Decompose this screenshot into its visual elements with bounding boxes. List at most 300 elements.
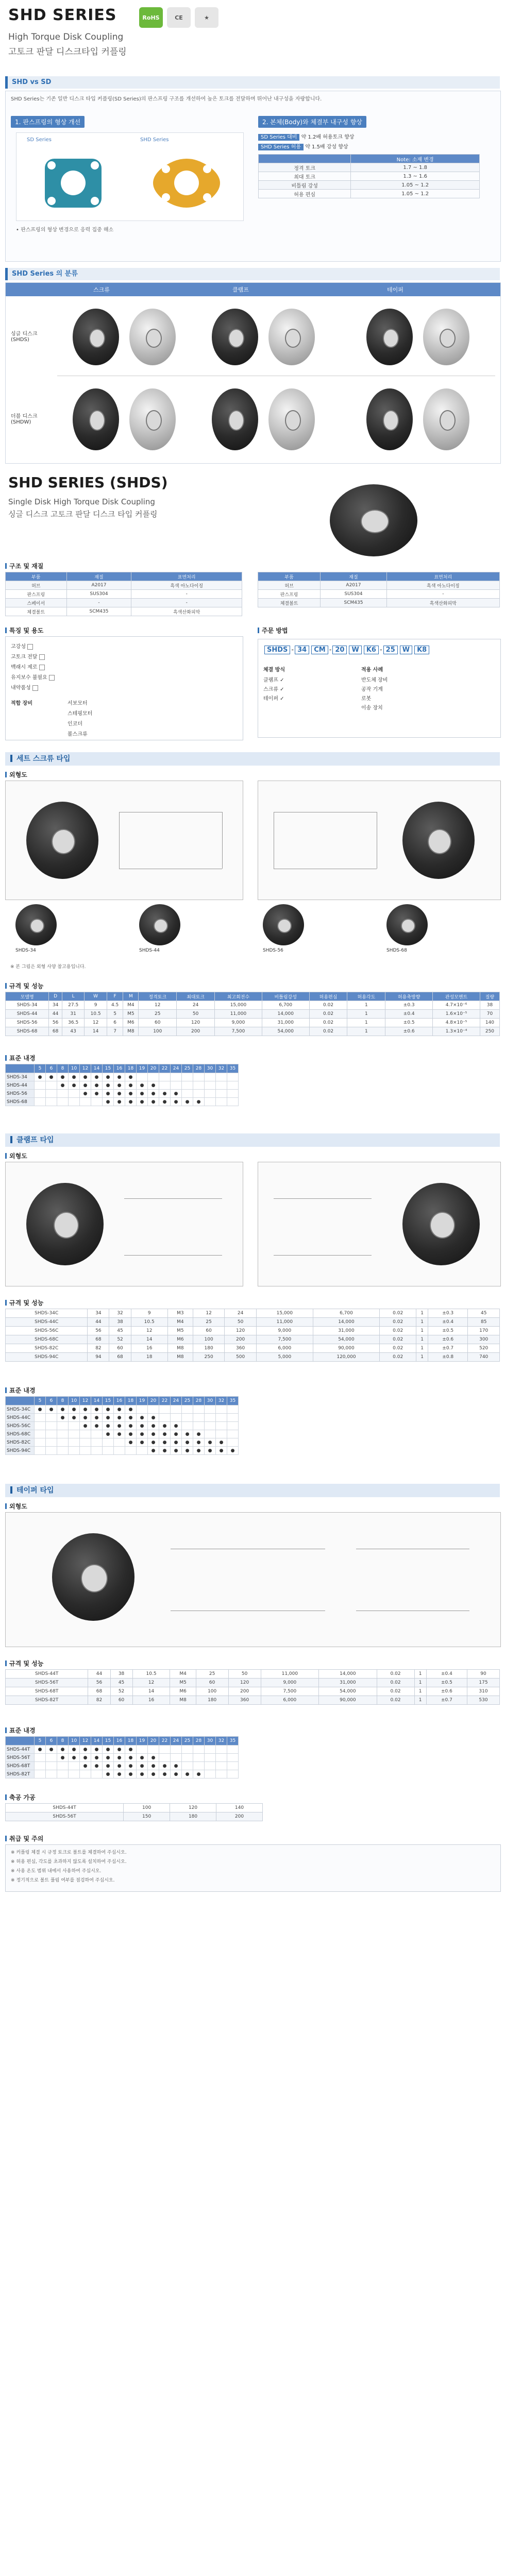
bore-availability	[91, 1098, 103, 1106]
bore-availability	[137, 1073, 148, 1081]
caution-box	[5, 1844, 501, 1892]
extra-cell: 150	[124, 1812, 170, 1821]
setscrew-cell: 7	[107, 1027, 123, 1036]
vs-cell: 정격 토크	[259, 163, 351, 172]
use-item: 스테핑모터	[68, 711, 93, 717]
setscrew-title: 세트 스크류 타입	[5, 752, 500, 766]
clamp-cell: ±0.5	[428, 1327, 468, 1335]
bore-availability: ●	[35, 1745, 46, 1754]
coupling-image	[26, 802, 98, 879]
taper-cell: 11,000	[261, 1670, 319, 1679]
bore-availability: ●	[137, 1422, 148, 1430]
param-name: 테이퍼	[263, 696, 278, 702]
bore-size-header: 12	[80, 1064, 91, 1073]
spec-cell: SCM435	[321, 599, 387, 607]
setscrew-cell: 1.3×10⁻⁴	[433, 1027, 480, 1036]
coupling-image	[139, 904, 180, 945]
clamp-cell: 1	[416, 1327, 428, 1335]
bore-availability	[171, 1754, 182, 1762]
bore-availability: ●	[91, 1090, 103, 1098]
bore-model: SHDS-68	[6, 1098, 35, 1106]
setscrew-cell: 38	[480, 1001, 499, 1010]
extra-cell: SHDS-44T	[6, 1804, 124, 1812]
bore-size-header: 6	[46, 1064, 57, 1073]
bore-availability: ●	[114, 1098, 125, 1106]
bore-model: SHDS-34	[6, 1073, 35, 1081]
clamp-cell: 18	[131, 1353, 167, 1362]
clamp-drawing-label: 외형도	[5, 1151, 27, 1160]
bore-availability	[114, 1438, 125, 1447]
bore-availability	[216, 1422, 227, 1430]
bore-availability	[193, 1073, 205, 1081]
bore-availability: ●	[171, 1770, 182, 1778]
clamp-cell: 85	[468, 1318, 500, 1327]
clamp-cell: 7,500	[256, 1335, 313, 1344]
bore-availability	[193, 1081, 205, 1090]
bore-size-header: 18	[125, 1397, 137, 1405]
clamp-cell: 52	[109, 1335, 131, 1344]
extra-cell: 180	[170, 1812, 216, 1821]
spec-cell: -	[66, 599, 131, 607]
clamp-cell: 0.02	[380, 1327, 416, 1335]
bore-model: SHDS-44C	[6, 1414, 35, 1422]
header	[0, 0, 505, 77]
setscrew-cell: 31,000	[262, 1019, 309, 1027]
bore-availability	[193, 1405, 205, 1414]
taper-extra-table	[5, 1803, 263, 1821]
bore-size-header: 28	[193, 1397, 205, 1405]
bore-availability: ●	[159, 1438, 171, 1447]
taper-cell: 45	[110, 1679, 132, 1687]
shds-hero-image	[330, 484, 417, 556]
coupling-image	[402, 802, 475, 879]
spec-th: D	[49, 992, 62, 1001]
bore-availability	[35, 1762, 46, 1770]
bore-availability: ●	[159, 1447, 171, 1455]
bore-availability	[216, 1762, 227, 1770]
bore-availability	[227, 1098, 239, 1106]
bore-availability	[227, 1438, 239, 1447]
bore-availability	[227, 1770, 239, 1778]
taper-cell: 7,500	[261, 1687, 319, 1696]
bore-size-header: 6	[46, 1397, 57, 1405]
bore-availability: ●	[148, 1447, 159, 1455]
order-seg: W	[400, 646, 412, 654]
bore-availability	[182, 1073, 193, 1081]
order-seg: 34	[295, 646, 309, 654]
bore-availability: ●	[137, 1438, 148, 1447]
vs-cell: 1.7 ~ 1.8	[351, 163, 480, 172]
taper-bore-table	[5, 1736, 239, 1778]
bore-availability: ●	[125, 1081, 137, 1090]
photo-caption: SHDS-56	[263, 948, 283, 953]
shds-feature-box	[5, 636, 243, 740]
bore-availability	[171, 1073, 182, 1081]
setscrew-cell: 14,000	[262, 1010, 309, 1019]
bore-availability: ●	[125, 1430, 137, 1438]
bore-availability	[216, 1405, 227, 1414]
taper-cell: 16	[132, 1696, 170, 1705]
bore-availability: ●	[80, 1762, 91, 1770]
caution-item: ※ 사용 온도 범위 내에서 사용하여 주십시오.	[11, 1869, 102, 1874]
bore-availability	[193, 1762, 205, 1770]
bore-availability	[46, 1770, 57, 1778]
taper-cell: SHDS-68T	[6, 1687, 88, 1696]
clamp-cell: M5	[167, 1327, 193, 1335]
spec-cell: -	[386, 590, 499, 599]
setscrew-cell: 0.02	[309, 1001, 347, 1010]
setscrew-cell: 4.8×10⁻⁵	[433, 1019, 480, 1027]
bore-size-header: 28	[193, 1064, 205, 1073]
bore-availability: ●	[114, 1405, 125, 1414]
clamp-cell: M8	[167, 1353, 193, 1362]
bore-size-header: 35	[227, 1397, 239, 1405]
bore-availability: ●	[103, 1745, 114, 1754]
sd-label: SD Series	[27, 137, 52, 143]
caution-item: ※ 커플링 체결 시 규정 토크로 볼트를 체결하여 주십시오.	[11, 1850, 127, 1855]
bore-availability: ●	[80, 1081, 91, 1090]
spec-cell: 흑색산화피막	[131, 607, 242, 616]
clamp-cell: ±0.6	[428, 1335, 468, 1344]
taper-cell: 1	[414, 1696, 426, 1705]
bore-availability: ●	[182, 1770, 193, 1778]
bore-availability: ●	[91, 1762, 103, 1770]
clamp-row	[6, 1344, 500, 1353]
bore-availability	[91, 1430, 103, 1438]
bore-availability	[35, 1770, 46, 1778]
bore-size-header: 25	[182, 1737, 193, 1745]
bore-availability	[91, 1447, 103, 1455]
spec-th: 표면처리	[386, 572, 499, 581]
bore-availability: ●	[137, 1414, 148, 1422]
bore-availability	[182, 1414, 193, 1422]
setscrew-bore-label: 표준 내경	[5, 1054, 36, 1062]
spec-cell: 체결볼트	[258, 599, 321, 607]
bore-availability: ●	[103, 1073, 114, 1081]
bore-availability	[216, 1081, 227, 1090]
bore-availability: ●	[103, 1770, 114, 1778]
setscrew-cell: 0.02	[309, 1019, 347, 1027]
classify-col: 테이퍼	[387, 286, 403, 293]
taper-cell: 1	[414, 1679, 426, 1687]
bore-size-header: 10	[69, 1737, 80, 1745]
param-name: 클램프	[263, 677, 278, 683]
bore-availability	[159, 1754, 171, 1762]
clamp-cell: 68	[88, 1335, 109, 1344]
bore-availability	[205, 1073, 216, 1081]
bore-availability	[216, 1745, 227, 1754]
bore-size-header: 15	[103, 1737, 114, 1745]
bore-size-header: 12	[80, 1737, 91, 1745]
bore-availability: ●	[91, 1073, 103, 1081]
bore-availability	[227, 1405, 239, 1414]
use-item: 인코더	[68, 721, 82, 727]
bore-availability	[46, 1762, 57, 1770]
bore-availability	[148, 1073, 159, 1081]
bore-size-header: 24	[171, 1397, 182, 1405]
order-seg: SHDS	[264, 646, 290, 654]
shds-order-box	[258, 639, 501, 738]
bore-availability: ●	[69, 1081, 80, 1090]
bore-availability: ●	[159, 1098, 171, 1106]
bore-availability	[205, 1770, 216, 1778]
clamp-cell: 60	[109, 1344, 131, 1353]
spec-cell: -	[131, 599, 242, 607]
taper-cell: 52	[110, 1687, 132, 1696]
taper-cell: 530	[467, 1696, 499, 1705]
bore-availability: ●	[91, 1745, 103, 1754]
shds-spec-table	[5, 572, 242, 616]
coupling-image	[15, 904, 57, 945]
bore-availability: ●	[114, 1090, 125, 1098]
bore-availability: ●	[125, 1073, 137, 1081]
bore-availability: ●	[182, 1438, 193, 1447]
bore-availability: ●	[80, 1414, 91, 1422]
checkbox-icon	[27, 644, 33, 650]
bore-size-header: 19	[137, 1064, 148, 1073]
setscrew-cell: 24	[177, 1001, 215, 1010]
bore-availability: ●	[80, 1754, 91, 1762]
setscrew-table-label: 규격 및 성능	[5, 981, 43, 990]
bore-availability	[103, 1438, 114, 1447]
spec-th: 재질	[321, 572, 387, 581]
setscrew-cell: SHDS-44	[6, 1010, 49, 1019]
taper-cell: 310	[467, 1687, 499, 1696]
clamp-cell: 6,000	[256, 1344, 313, 1353]
bore-availability: ●	[159, 1430, 171, 1438]
bore-availability	[35, 1447, 46, 1455]
coupling-image	[402, 1183, 480, 1265]
taper-bore-label: 표준 내경	[5, 1726, 36, 1735]
bore-availability: ●	[137, 1081, 148, 1090]
bore-availability	[216, 1770, 227, 1778]
bore-availability	[69, 1090, 80, 1098]
clamp-cell: 94	[88, 1353, 109, 1362]
bore-size-header: 18	[125, 1737, 137, 1745]
taper-cell: 60	[110, 1696, 132, 1705]
bore-availability: ●	[193, 1438, 205, 1447]
bore-availability: ●	[193, 1430, 205, 1438]
bore-availability: ●	[80, 1745, 91, 1754]
order-seg: 25	[383, 646, 398, 654]
taper-cell: SHDS-82T	[6, 1696, 88, 1705]
setscrew-cell: 9	[85, 1001, 107, 1010]
bore-availability	[227, 1754, 239, 1762]
clamp-cell: 15,000	[256, 1309, 313, 1318]
bore-availability	[137, 1405, 148, 1414]
clamp-table-label: 규격 및 성능	[5, 1298, 43, 1307]
taper-caution-label: 취급 및 주의	[5, 1834, 43, 1843]
setscrew-cell: 14	[85, 1027, 107, 1036]
rohs-badge-icon: RoHS	[139, 7, 163, 28]
spec-th: 관성모멘트	[433, 992, 480, 1001]
coupling-image	[129, 388, 176, 450]
setscrew-drawing	[5, 781, 243, 900]
bore-availability	[69, 1770, 80, 1778]
bore-availability	[125, 1447, 137, 1455]
vs-left-title: 1. 판스프링의 형상 개선	[11, 116, 85, 128]
bore-size-header: 20	[148, 1737, 159, 1745]
checkbox-icon	[39, 665, 45, 670]
checkbox-icon	[39, 654, 45, 660]
taper-cell: 50	[228, 1670, 261, 1679]
spec-cell: 흑색 아노다이징	[131, 581, 242, 590]
spec-cell: 판스프링	[258, 590, 321, 599]
bore-availability	[205, 1745, 216, 1754]
bore-availability: ●	[125, 1770, 137, 1778]
order-seg: CM	[311, 646, 328, 654]
bore-availability: ●	[114, 1422, 125, 1430]
clamp-cell: 32	[109, 1309, 131, 1318]
bore-availability	[46, 1090, 57, 1098]
application-item: 로봇	[361, 696, 372, 702]
setscrew-cell: 36.5	[62, 1019, 84, 1027]
ce-badge-icon: CE	[167, 7, 191, 28]
clamp-cell: SHDS-94C	[6, 1353, 88, 1362]
setscrew-cell: 56	[49, 1019, 62, 1027]
bore-availability	[80, 1770, 91, 1778]
taper-cell: M5	[170, 1679, 196, 1687]
taper-cell: 68	[88, 1687, 110, 1696]
bore-availability: ●	[125, 1414, 137, 1422]
clamp-row	[6, 1353, 500, 1362]
clamp-cell: M4	[167, 1318, 193, 1327]
spec-th: 부품	[6, 572, 67, 581]
bore-availability: ●	[148, 1081, 159, 1090]
bore-availability	[182, 1081, 193, 1090]
setscrew-cell: 31	[62, 1010, 84, 1019]
vs-th: Note: 소재 변경	[351, 155, 480, 163]
clamp-cell: 38	[109, 1318, 131, 1327]
bore-availability: ●	[193, 1447, 205, 1455]
bore-availability: ●	[182, 1098, 193, 1106]
bore-availability	[216, 1098, 227, 1106]
clamp-cell: 56	[88, 1327, 109, 1335]
setscrew-cell: 1	[347, 1019, 385, 1027]
setscrew-cell: 70	[480, 1010, 499, 1019]
bore-availability: ●	[171, 1438, 182, 1447]
clamp-cell: 300	[468, 1335, 500, 1344]
bore-availability	[182, 1762, 193, 1770]
caution-item: ※ 정기적으로 볼트 풀림 여부를 점검하여 주십시오.	[11, 1878, 115, 1883]
param-label: 체결 방식	[263, 667, 285, 673]
bore-availability: ●	[46, 1405, 57, 1414]
classify-head	[6, 283, 500, 296]
clamp-cell: 100	[193, 1335, 225, 1344]
spec-cell: SUS304	[66, 590, 131, 599]
coupling-image	[52, 1533, 134, 1621]
bore-availability	[35, 1081, 46, 1090]
bore-availability: ●	[91, 1422, 103, 1430]
bore-availability: ●	[69, 1754, 80, 1762]
coupling-image	[73, 309, 119, 365]
bore-size-header: 5	[35, 1397, 46, 1405]
bore-availability: ●	[91, 1081, 103, 1090]
bore-availability: ●	[137, 1754, 148, 1762]
shds-feature-label: 특징 및 용도	[5, 626, 43, 635]
setscrew-cell: 4.7×10⁻⁶	[433, 1001, 480, 1010]
setscrew-cell: ±0.4	[385, 1010, 433, 1019]
bore-availability	[137, 1447, 148, 1455]
bore-availability: ●	[114, 1745, 125, 1754]
bore-availability: ●	[148, 1090, 159, 1098]
bore-availability	[57, 1438, 69, 1447]
clamp-cell: SHDS-56C	[6, 1327, 88, 1335]
bore-size-header: 25	[182, 1397, 193, 1405]
clamp-cell: ±0.8	[428, 1353, 468, 1362]
clamp-cell: 11,000	[256, 1318, 313, 1327]
bore-availability: ●	[114, 1430, 125, 1438]
clamp-cell: 68	[109, 1353, 131, 1362]
bore-size-header: 5	[35, 1737, 46, 1745]
taper-cell: SHDS-44T	[6, 1670, 88, 1679]
setscrew-cell: 9,000	[215, 1019, 262, 1027]
bore-availability	[216, 1430, 227, 1438]
bore-availability	[227, 1073, 239, 1081]
param-mark: ✓	[280, 677, 284, 683]
bore-availability: ●	[69, 1414, 80, 1422]
taper-cell: M8	[170, 1696, 196, 1705]
clamp-cell: 10.5	[131, 1318, 167, 1327]
bore-size-header: 14	[91, 1397, 103, 1405]
clamp-cell: 16	[131, 1344, 167, 1353]
clamp-title: 클램프 타입	[5, 1133, 500, 1147]
bore-availability: ●	[80, 1405, 91, 1414]
param-name: 스크류	[263, 687, 278, 692]
taper-cell: 6,000	[261, 1696, 319, 1705]
bore-availability: ●	[159, 1770, 171, 1778]
clamp-cell: 180	[193, 1344, 225, 1353]
bore-availability: ●	[125, 1438, 137, 1447]
bore-size-header: 25	[182, 1064, 193, 1073]
bore-availability: ●	[103, 1422, 114, 1430]
taper-cell: 9,000	[261, 1679, 319, 1687]
bore-availability: ●	[171, 1090, 182, 1098]
bore-availability	[46, 1414, 57, 1422]
vs-left-note: • 판스프링의 형상 변경으로 응력 집중 해소	[16, 227, 114, 233]
bore-availability	[35, 1414, 46, 1422]
bore-model: SHDS-68T	[6, 1762, 35, 1770]
bore-availability: ●	[148, 1098, 159, 1106]
coupling-image	[366, 309, 413, 365]
setscrew-cell: 1.6×10⁻⁵	[433, 1010, 480, 1019]
clamp-cell: 1	[416, 1318, 428, 1327]
bore-availability	[159, 1073, 171, 1081]
subtitle-ko: 고토크 판달 디스크타입 커플링	[8, 47, 127, 57]
taper-rows	[6, 1670, 500, 1705]
bore-model: SHDS-56	[6, 1090, 35, 1098]
bore-availability: ●	[159, 1090, 171, 1098]
bore-availability: ●	[148, 1414, 159, 1422]
bore-availability	[57, 1447, 69, 1455]
taper-cell: 120	[228, 1679, 261, 1687]
setscrew-cell: 250	[480, 1027, 499, 1036]
bore-availability	[80, 1438, 91, 1447]
bore-availability: ●	[103, 1414, 114, 1422]
bore-size-header: 19	[137, 1737, 148, 1745]
vs-cell: 허용 편심	[259, 190, 351, 198]
bore-availability: ●	[125, 1098, 137, 1106]
bore-availability	[227, 1090, 239, 1098]
bore-size-header: 22	[159, 1737, 171, 1745]
bore-availability	[205, 1422, 216, 1430]
clamp-cell: 0.02	[380, 1309, 416, 1318]
bore-availability	[57, 1770, 69, 1778]
bore-availability: ●	[125, 1422, 137, 1430]
bore-availability: ●	[103, 1098, 114, 1106]
bore-model: SHDS-82C	[6, 1438, 35, 1447]
taper-row	[6, 1687, 500, 1696]
